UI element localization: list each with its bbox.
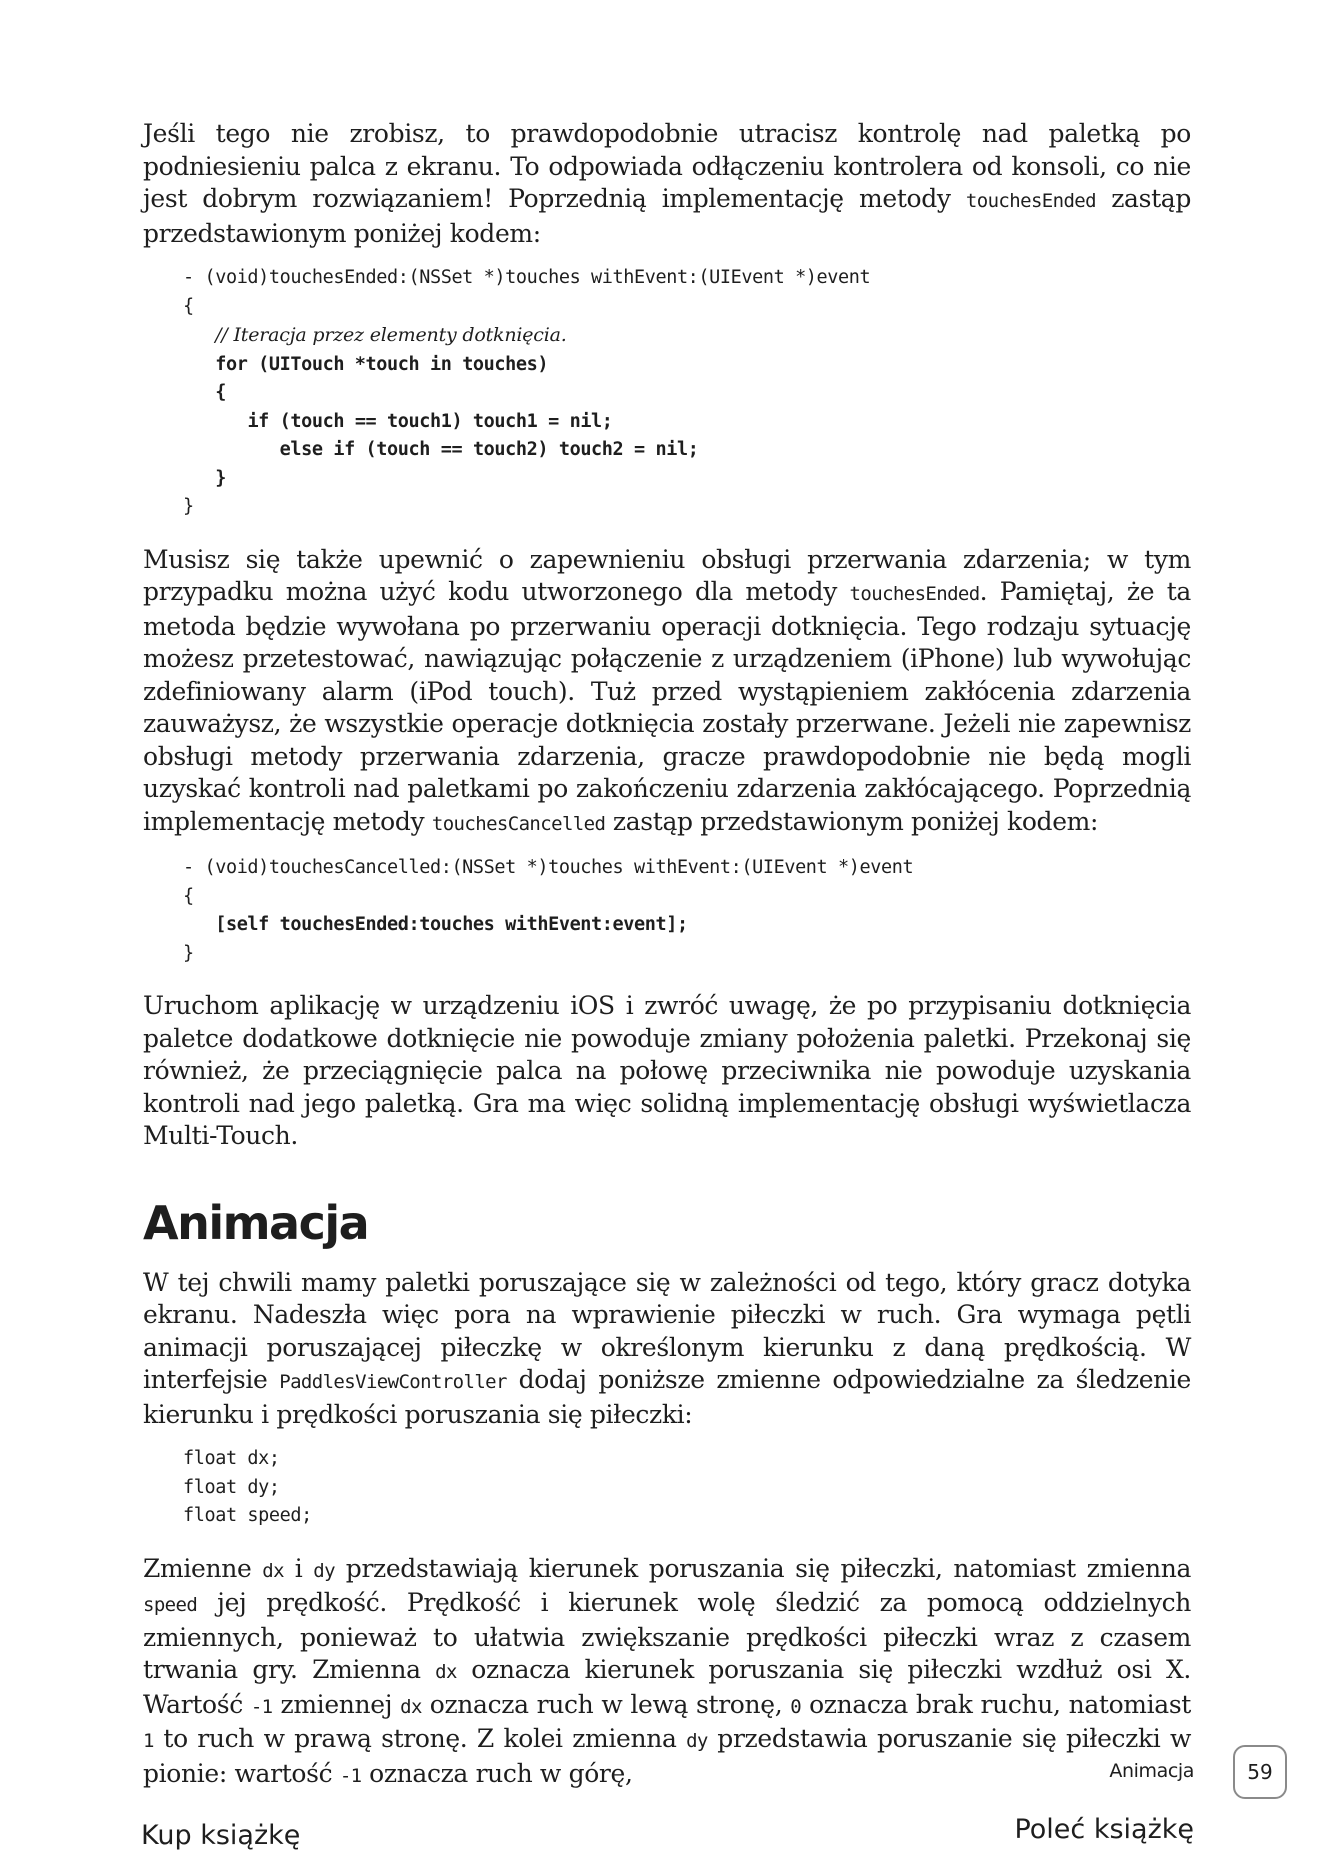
code-line: { <box>183 885 194 907</box>
inline-code: 0 <box>790 1695 802 1718</box>
text: oznacza brak ruchu, natomiast <box>801 1689 1192 1719</box>
inline-code: -1 <box>339 1764 362 1787</box>
paragraph-2 <box>143 544 1191 841</box>
inline-code: speed <box>143 1594 198 1616</box>
code-block-touches-cancelled <box>183 854 1191 968</box>
text: Musisz się także upewnić o zapewnieniu obsługi przerwania zdarzenia; w tym przypadku można użyć kodu utworzonego dla metody <box>143 544 1191 606</box>
text: jej prędkość. Prędkość i kierunek wolę śledzić za pomocą oddzielnych zmiennych, ponieważ to ułatwia zwiększanie prędkości piłeczki wraz z czasem trwania gry. Zmienna <box>143 1588 1191 1684</box>
text: i <box>283 1553 314 1583</box>
inline-code: touchesEnded <box>849 583 980 605</box>
footer-section-title: Animacja <box>1109 1760 1194 1782</box>
text: oznacza kierunek poruszania się piłeczki wzdłuż osi X. Wartość <box>143 1655 1191 1719</box>
text: Jeśli tego nie zrobisz, to prawdopodobnie utracisz kontrolę nad paletką po podniesieniu palca z ekranu. To odpowiada odłączeniu kontrolera od konsoli, co nie jest dobrym rozwiązaniem! Poprzednią implementację metody <box>143 119 1191 213</box>
code-line: { <box>215 382 226 403</box>
text: przedstawiają kierunek poruszania się piłeczki, natomiast zmienna <box>334 1553 1191 1583</box>
text: zastąp przedstawionym poniżej kodem: <box>143 184 1192 248</box>
text: oznacza ruch w górę, <box>361 1758 633 1788</box>
inline-code: dy <box>686 1730 708 1752</box>
code-line: { <box>183 295 194 317</box>
inline-code: touchesCancelled <box>431 812 606 835</box>
text: zastąp przedstawionym poniżej kodem: <box>605 806 1099 836</box>
inline-code: dy <box>313 1559 335 1582</box>
code-line: } <box>215 467 226 489</box>
paragraph-1 <box>143 118 1191 250</box>
code-line: - (void)touchesCancelled:(NSSet *)touches withEvent:(UIEvent *)event <box>183 857 914 878</box>
buy-book-link[interactable]: Kup książkę <box>141 1820 301 1851</box>
page-number-badge <box>1233 1745 1287 1799</box>
text: przedstawia poruszanie się piłeczki w pionie: wartość <box>143 1724 1192 1788</box>
code-line: float dy; <box>183 1476 280 1498</box>
text: W tej chwili mamy paletki poruszające się w zależności od tego, który gracz dotyka ekranu. Nadeszła więc pora na wprawienie piłeczki w ruch. Gra wymaga pętli animacji poruszającej piłeczkę w określonym kierunku z daną prędkością. W interfejsie <box>143 1267 1191 1394</box>
code-line: [self touchesEnded:touches withEvent:event]; <box>215 914 688 935</box>
code-line: if (touch == touch1) touch1 = nil; <box>247 410 613 432</box>
code-line: float dx; <box>183 1448 280 1469</box>
code-block-touches-ended <box>183 264 1191 522</box>
code-line: - (void)touchesEnded:(NSSet *)touches withEvent:(UIEvent *)event <box>183 267 871 288</box>
code-line: } <box>183 942 194 964</box>
page-number: 59 <box>1247 1760 1273 1784</box>
code-comment: // Iteracja przez elementy dotknięcia. <box>215 324 567 346</box>
inline-code: 1 <box>143 1730 154 1752</box>
inline-code: -1 <box>250 1695 273 1718</box>
code-block-variables <box>183 1445 1191 1531</box>
text: Uruchom aplikację w urządzeniu iOS i zwróć uwagę, że po przypisaniu dotknięcia paletce dodatkowe dotknięcie nie powoduje zmiany położenia paletki. Przekonaj się również, że przeciągnięcie palca na połowę przeciwnika nie powoduje uzyskania kontroli nad jego paletką. Gra ma więc solidną implementację obsługi wyświetlacza Multi-Touch. <box>143 991 1191 1150</box>
code-line: else if (touch == touch2) touch2 = nil; <box>279 439 699 460</box>
recommend-book-link[interactable]: Poleć książkę <box>1014 1814 1194 1845</box>
paragraph-4 <box>143 1267 1191 1432</box>
paragraph-5 <box>143 1553 1191 1793</box>
text: Zmienne <box>143 1553 263 1583</box>
text: . Pamiętaj, że ta metoda będzie wywołana po przerwaniu operacji dotknięcia. Tego rodzaju sytuację możesz przetestować, nawiązując połączenie z urządzeniem (iPhone) lub wywołując zdefiniowany alarm (iPod touch). Tuż przed wystąpieniem zakłócenia zdarzenia zauważysz, że wszystkie operacje dotknięcia zostały przerwane. Jeżeli nie zapewnisz obsługi metody przerwania zdarzenia, gracze prawdopodobnie nie będą mogli uzyskać kontroli nad paletkami po zakończeniu zdarzenia zakłócającego. Poprzednią implementację metody <box>143 577 1191 836</box>
inline-code: dx <box>262 1559 284 1582</box>
code-line: for (UITouch *touch in touches) <box>215 353 549 375</box>
text: dodaj poniższe zmienne odpowiedzialne za śledzenie kierunku i prędkości poruszania się piłeczki: <box>143 1365 1192 1429</box>
page-content <box>143 118 1191 1806</box>
code-line: } <box>183 496 194 517</box>
code-line: float speed; <box>183 1505 312 1526</box>
inline-code: dx <box>400 1695 422 1718</box>
paragraph-3 <box>143 990 1191 1153</box>
inline-code: PaddlesViewController <box>279 1371 507 1393</box>
text: zmiennej <box>272 1689 401 1719</box>
text: to ruch w prawą stronę. Z kolei zmienna <box>153 1724 687 1753</box>
inline-code: dx <box>435 1661 457 1683</box>
section-heading: Animacja <box>143 1195 369 1250</box>
text: oznacza ruch w lewą stronę, <box>421 1689 791 1719</box>
inline-code: touchesEnded <box>965 190 1096 212</box>
